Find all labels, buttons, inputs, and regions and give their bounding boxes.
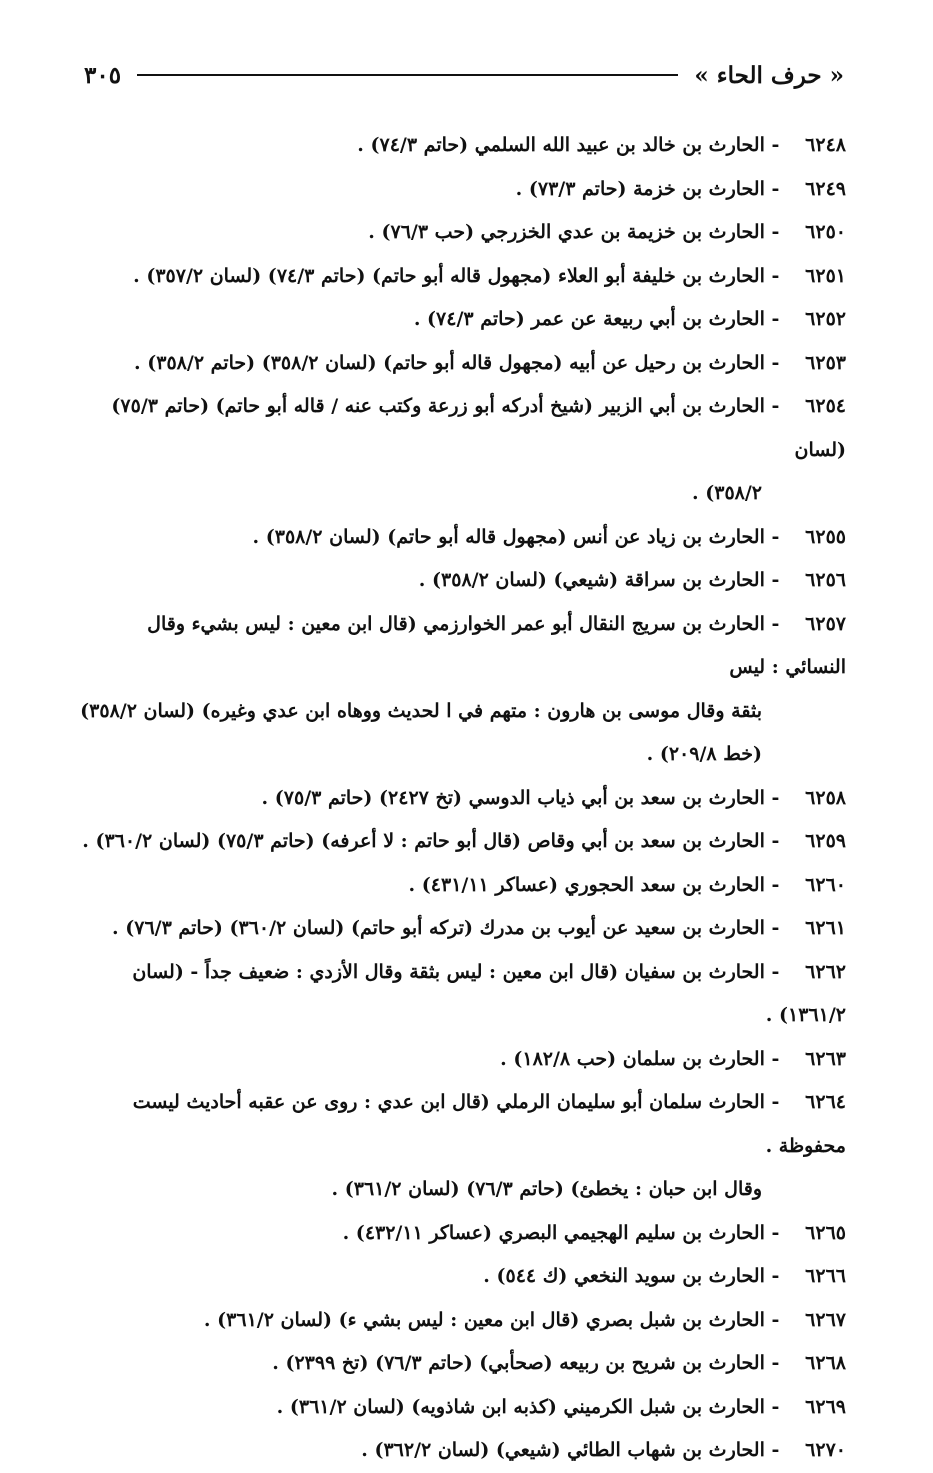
entry-text: - الحارث بن سلمان (حب ١٨٢/٨) . xyxy=(500,1047,780,1070)
page-header xyxy=(84,58,844,92)
entry-number: ٦٢٥٩ xyxy=(805,830,846,852)
entry-text: - الحارث بن سويد النخعي (ك ٥٤٤) . xyxy=(483,1265,780,1287)
entry-text: - الحارث بن خالد بن عبيد الله السلمي (حاتم ٧٤/٣) . xyxy=(357,134,780,156)
entry-line xyxy=(80,820,846,864)
entry-text: - الحارث بن سعيد عن أيوب بن مدرك (تركه أبو حاتم) (لسان ٣٦٠/٢) (حاتم ٧٦/٣) . xyxy=(112,917,780,939)
entry-number: ٦٢٥٠ xyxy=(805,221,846,243)
entry-line xyxy=(80,951,846,1038)
entry-number: ٦٢٦٦ xyxy=(805,1265,846,1287)
entry-text: - الحارث بن شريح بن ربيعه (صحأبي) (حاتم ٧٦/٣) (تخ ٢٣٩٩) . xyxy=(272,1352,780,1374)
entry-text: - الحارث بن شبل الكرميني (كذبه ابن شاذويه) (لسان ٣٦١/٢) . xyxy=(276,1395,780,1418)
entry-line xyxy=(80,907,846,951)
entry-text: - الحارث بن شبل بصري (قال ابن معين : ليس بشي ء) (لسان ٣٦١/٢) . xyxy=(203,1308,780,1331)
entry-number: ٦٢٦٤ xyxy=(805,1091,846,1113)
entry-number: ٦٢٥٥ xyxy=(805,525,846,548)
entry-text: - الحارث بن أبي ربيعة عن عمر (حاتم ٧٤/٣) . xyxy=(413,308,780,330)
entry-text: - الحارث بن خزمة (حاتم ٧٣/٣) . xyxy=(515,177,780,200)
entry-number: ٦٢٦٣ xyxy=(805,1047,846,1070)
entry-text: - الحارث بن خليفة أبو العلاء (مجهول قاله أبو حاتم) (حاتم ٧٤/٣) (لسان ٣٥٧/٢) . xyxy=(133,264,780,287)
entry-line xyxy=(80,1255,846,1299)
entry-text: - الحارث بن سفيان (قال ابن معين : ليس بثقة وقال الأزدي : ضعيف جداً - (لسان ١٣٦١/٢) . xyxy=(132,960,846,1026)
entry-line xyxy=(80,864,846,908)
entry-line xyxy=(80,168,846,212)
entry-line xyxy=(80,559,846,603)
entry-continuation: وقال ابن حبان : يخطئ) (حاتم ٧٦/٣) (لسان ٣٦١/٢) . xyxy=(331,1178,762,1200)
entry-text: - الحارث بن أبي الزبير (شيخ أدركه أبو زرعة وكتب عنه / قاله أبو حاتم) (حاتم ٧٥/٣) (لسان xyxy=(111,395,846,461)
entry-line xyxy=(80,1212,846,1256)
entry-text: - الحارث بن زياد عن أنس (مجهول قاله أبو حاتم) (لسان ٣٥٨/٢) . xyxy=(252,525,780,548)
entry-number: ٦٢٥٤ xyxy=(805,395,846,417)
entry-line xyxy=(80,1038,846,1082)
entry-text: - الحارث سلمان أبو سليمان الرملي (قال ابن عدي : روى عن عقبه أحاديث ليست محفوظة . xyxy=(132,1091,846,1157)
entry-line xyxy=(80,211,846,255)
entry-number: ٦٢٥٦ xyxy=(805,569,846,591)
chapter-title: « حرف الحاء » xyxy=(694,61,844,89)
entry-text: - الحارث بن خزيمة بن عدي الخزرجي (حب ٧٦/٣) . xyxy=(368,221,780,243)
entry-text: - الحارث بن سعد الحجوري (عساكر ٤٣١/١١) . xyxy=(408,873,780,896)
entry-line xyxy=(80,603,846,690)
entry-line xyxy=(80,298,846,342)
entry-number: ٦٢٤٩ xyxy=(805,177,846,200)
entry-line xyxy=(80,124,846,168)
entry-text: - الحارث بن سعد بن أبي وقاص (قال أبو حاتم : لا أعرفه) (حاتم ٧٥/٣) (لسان ٣٦٠/٢) . xyxy=(82,830,780,852)
entry-line xyxy=(80,342,846,386)
entry-continuation: بثقة وقال موسى بن هارون : متهم في ا لحديث ووهاه ابن عدي وغيره) (لسان ٣٥٨/٢) xyxy=(80,699,762,722)
entry-text: - الحارث بن سراقة (شيعي) (لسان ٣٥٨/٢) . xyxy=(418,569,780,591)
entry-number: ٦٢٥٧ xyxy=(805,612,846,635)
entry-number: ٦٢٦١ xyxy=(805,917,846,939)
entry-number: ٦٢٦٨ xyxy=(805,1352,846,1374)
entry-number: ٦٢٦٠ xyxy=(805,873,846,896)
entry-number: ٦٢٤٨ xyxy=(805,134,846,156)
entry-line xyxy=(80,385,846,472)
entry-text: - الحارث بن شهاب الطائي (شيعي) (لسان ٣٦٢/٢) . xyxy=(361,1439,780,1461)
entry-number: ٦٢٦٢ xyxy=(805,960,846,983)
entry-text: - الحارث بن سليم الهجيمي البصري (عساكر ٤٣٢/١١) . xyxy=(342,1221,780,1244)
entry-line xyxy=(80,1299,846,1343)
entry-line xyxy=(80,255,846,299)
entry-continuation: ٣٥٨/٢) . xyxy=(692,482,762,504)
entry-number: ٦٢٦٧ xyxy=(805,1308,846,1331)
entry-number: ٦٢٦٥ xyxy=(805,1221,846,1244)
entry-text: - الحارث بن سريج النقال أبو عمر الخوارزمي (قال ابن معين : ليس بشيء وقال النسائي : ليس xyxy=(147,612,846,678)
entry-number: ٦٢٥٣ xyxy=(805,351,846,374)
entry-number: ٦٢٦٩ xyxy=(805,1395,846,1418)
entry-line xyxy=(80,1386,846,1430)
entry-line xyxy=(80,1081,846,1168)
entry-number: ٦٢٥٢ xyxy=(805,308,846,330)
entry-continuation: (خط ٢٠٩/٨) . xyxy=(646,743,762,765)
entry-line xyxy=(80,777,846,821)
entry-number: ٦٢٥١ xyxy=(805,264,846,287)
header-rule xyxy=(137,74,678,76)
entry-number: ٦٢٥٨ xyxy=(805,786,846,809)
entry-text: - الحارث بن سعد بن أبي ذياب الدوسي (تخ ٢٤٢٧) (حاتم ٧٥/٣) . xyxy=(261,786,780,809)
entry-line xyxy=(80,516,846,560)
page-number: ٣٠٥ xyxy=(84,61,122,89)
entry-list xyxy=(80,124,846,1473)
entry-number: ٦٢٧٠ xyxy=(805,1439,846,1461)
entry-text: - الحارث بن رحيل عن أبيه (مجهول قاله أبو حاتم) (لسان ٣٥٨/٢) (حاتم ٣٥٨/٢) . xyxy=(134,351,780,374)
entry-line xyxy=(80,1429,846,1473)
